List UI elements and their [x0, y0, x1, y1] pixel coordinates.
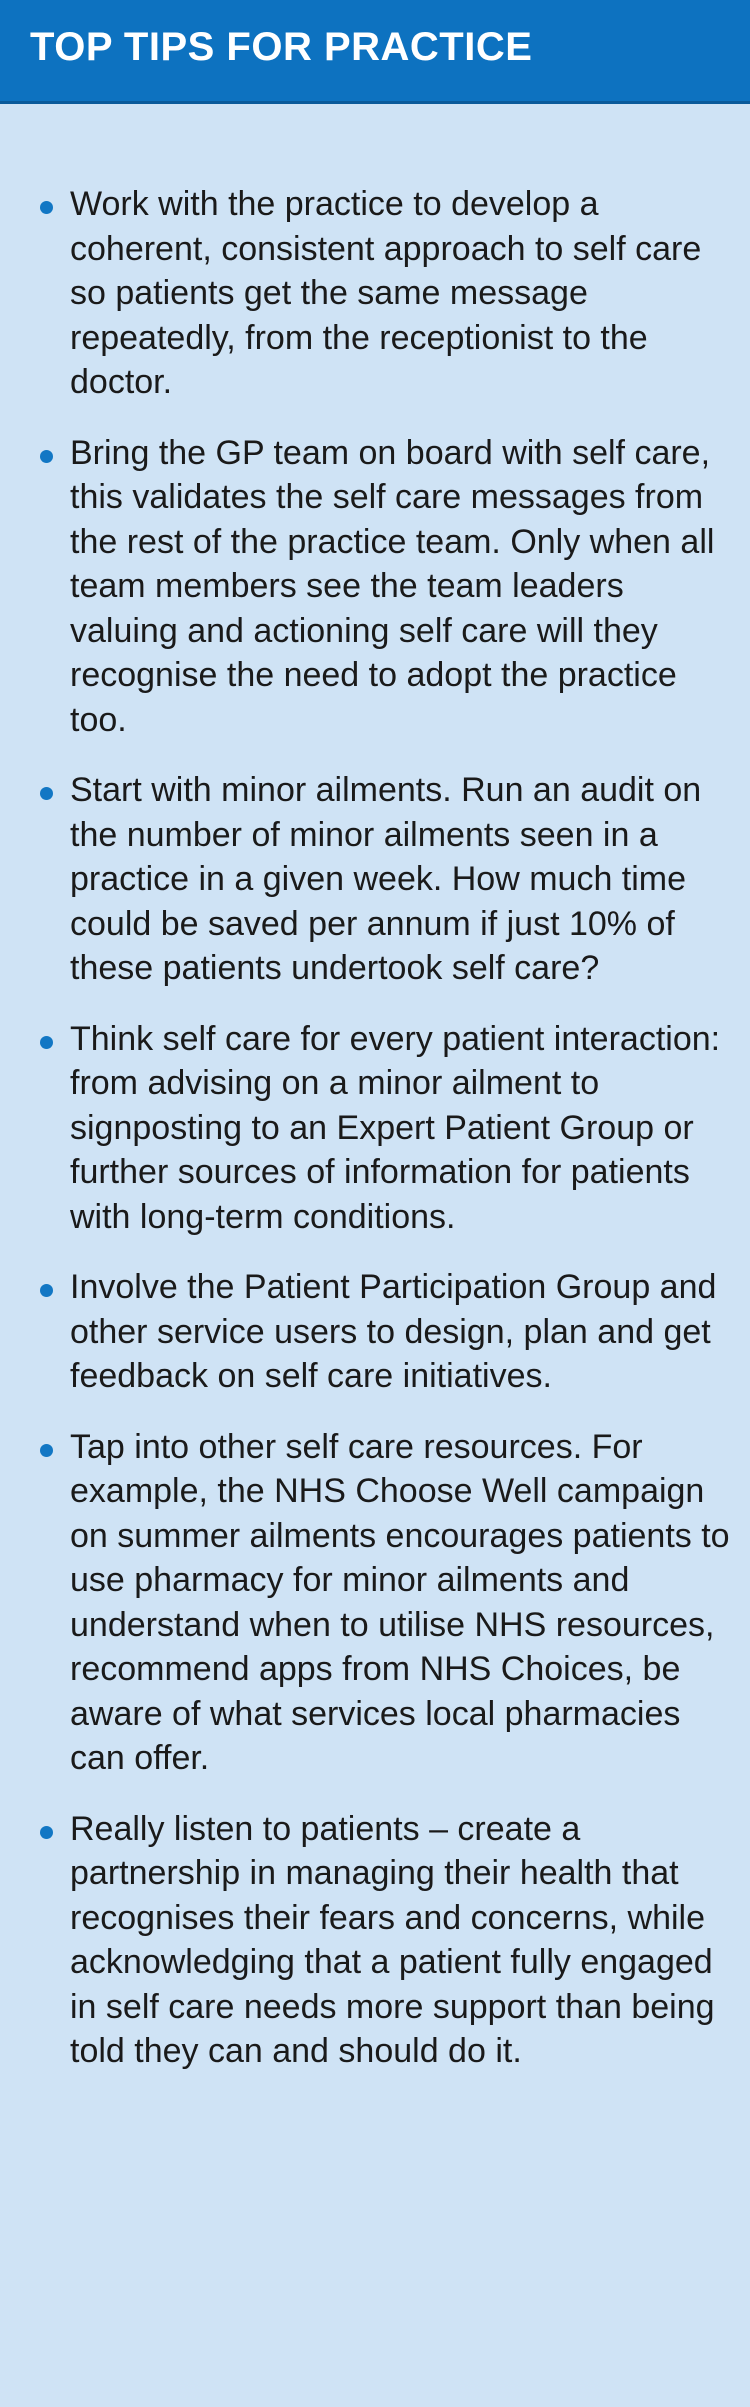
tip-text: Start with minor ailments. Run an audit on the number of minor ailments seen in a practice in a given week. How much time could be saved per annum if just 10% of these patients undertook self care? [70, 771, 702, 987]
tip-item [0, 768, 730, 991]
bullet-icon [40, 450, 53, 463]
tip-item [0, 1425, 730, 1781]
tips-list [0, 104, 750, 2074]
tip-item [0, 431, 730, 743]
bullet-icon [40, 1826, 53, 1839]
panel-title: TOP TIPS FOR PRACTICE [30, 24, 533, 69]
tip-item [0, 1265, 730, 1399]
tip-item [0, 1807, 730, 2074]
bullet-icon [40, 1284, 53, 1297]
tip-item [0, 182, 730, 405]
tip-text: Really listen to patients – create a partnership in managing their health that recognises their fears and concerns, while acknowledging that a patient fully engaged in self care needs more support than being told they can and should do it. [70, 1809, 715, 2070]
bullet-icon [40, 787, 53, 800]
tip-text: Involve the Patient Participation Group and other service users to design, plan and get feedback on self care initiatives. [70, 1268, 717, 1395]
tip-text: Think self care for every patient interaction: from advising on a minor ailment to signposting to an Expert Patient Group or further sources of information for patients with long-term conditions. [70, 1019, 721, 1236]
bullet-icon [40, 201, 53, 214]
tip-text: Bring the GP team on board with self care, this validates the self care messages from the rest of the practice team. Only when all team members see the team leaders valuing and actioning self care will they recognise the need to adopt the practice too. [70, 433, 715, 739]
bullet-icon [40, 1444, 53, 1457]
bullet-icon [40, 1036, 53, 1049]
panel-header [0, 0, 750, 104]
tip-text: Work with the practice to develop a coherent, consistent approach to self care so patients get the same message repeatedly, from the receptionist to the doctor. [70, 185, 702, 401]
tip-item [0, 1017, 730, 1240]
tip-text: Tap into other self care resources. For example, the NHS Choose Well campaign on summer ailments encourages patients to use pharmacy for minor ailments and understand when to utilise NHS resources, recommend apps from NHS Choices, be aware of what services local pharmacies can offer. [70, 1427, 730, 1777]
